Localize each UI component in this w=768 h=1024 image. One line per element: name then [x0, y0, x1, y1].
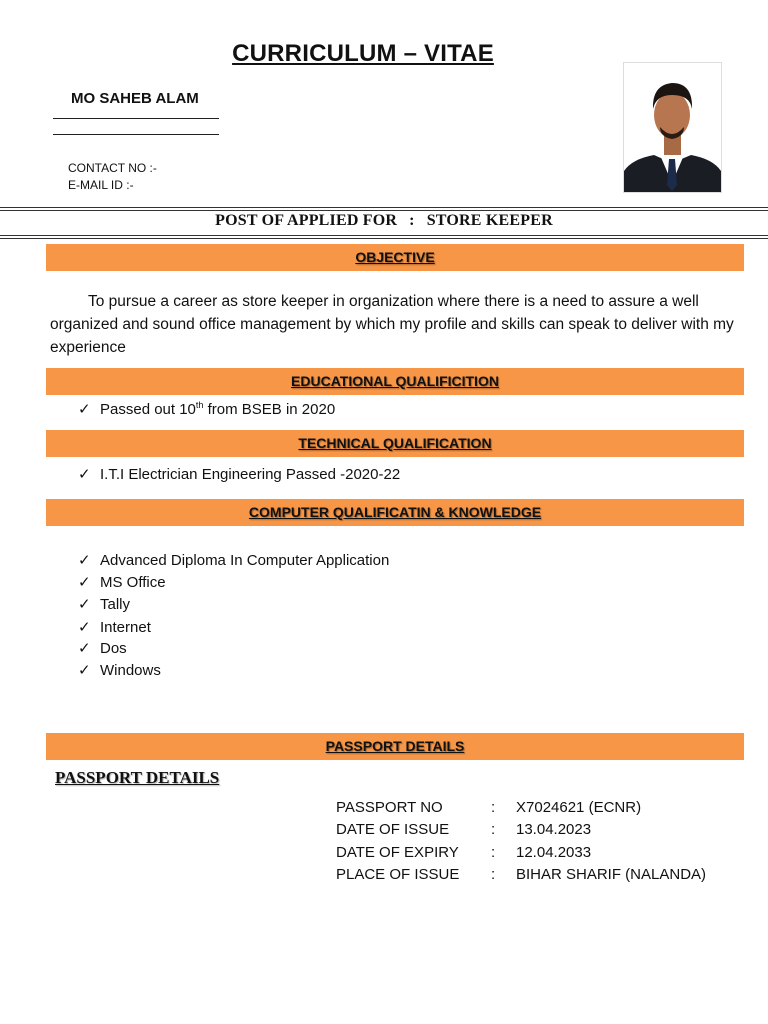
check-icon: ✓ [78, 619, 91, 636]
section-computer: COMPUTER QUALIFICATIN & KNOWLEDGE [46, 499, 744, 526]
post-applied [0, 212, 768, 230]
objective-text [50, 290, 750, 359]
passport-row [336, 866, 736, 888]
candidate-name: MO SAHEB ALAM [71, 90, 199, 107]
computer-item [78, 551, 389, 569]
passport-value: 12.04.2033 [516, 844, 592, 861]
email-label: E-MAIL ID :- [68, 178, 134, 192]
passport-value: BIHAR SHARIF (NALANDA) [516, 866, 707, 883]
section-education: EDUCATIONAL QUALIFICITION [46, 368, 744, 395]
divider-bottom [0, 235, 768, 236]
computer-item [78, 639, 127, 657]
education-item [78, 400, 335, 418]
divider-top [0, 207, 768, 208]
name-underline [53, 118, 219, 119]
check-icon: ✓ [78, 574, 91, 591]
passport-row [336, 844, 736, 866]
passport-label: PASSPORT NO [336, 799, 443, 816]
post-colon: : [409, 212, 415, 229]
profile-photo [623, 62, 722, 193]
check-icon: ✓ [78, 662, 91, 679]
section-objective: OBJECTIVE [46, 244, 744, 271]
section-technical: TECHNICAL QUALIFICATION [46, 430, 744, 457]
passport-colon: : [491, 821, 496, 838]
check-icon: ✓ [78, 466, 91, 483]
education-text-pre: Passed out 10 [100, 401, 196, 418]
passport-row [336, 821, 736, 843]
divider-top-2 [0, 210, 768, 211]
passport-row [336, 799, 736, 821]
computer-text: Advanced Diploma In Computer Application [100, 552, 390, 569]
objective-body: To pursue a career as store keeper in organization where there is a need to assure a well organized and sound office management by which my profile and skills can speak to deliver with my experience [50, 293, 734, 356]
post-value: STORE KEEPER [426, 212, 553, 229]
computer-item [78, 661, 161, 679]
computer-text: MS Office [100, 574, 166, 591]
computer-text: Windows [100, 662, 161, 679]
check-icon: ✓ [78, 401, 91, 418]
passport-colon: : [491, 799, 496, 816]
computer-text: Dos [100, 640, 127, 657]
passport-label: PLACE OF ISSUE [336, 866, 460, 883]
passport-colon: : [491, 866, 496, 883]
technical-text: I.T.I Electrician Engineering Passed -2020-22 [100, 466, 401, 483]
education-text-sup: th [195, 400, 204, 410]
divider-bottom-2 [0, 238, 768, 239]
check-icon: ✓ [78, 552, 91, 569]
passport-value: X7024621 (ECNR) [516, 799, 642, 816]
passport-subheading: PASSPORT DETAILS [55, 768, 220, 787]
technical-item [78, 465, 400, 483]
blank-line [53, 134, 219, 135]
passport-label: DATE OF EXPIRY [336, 844, 459, 861]
computer-item [78, 573, 166, 591]
passport-colon: : [491, 844, 496, 861]
education-text-post: from BSEB in 2020 [203, 401, 336, 418]
check-icon: ✓ [78, 596, 91, 613]
section-passport: PASSPORT DETAILS [46, 733, 744, 760]
computer-text: Internet [100, 619, 151, 636]
post-label: POST OF APPLIED FOR [215, 212, 398, 229]
passport-value: 13.04.2023 [516, 821, 592, 838]
computer-item [78, 595, 130, 613]
computer-text: Tally [100, 596, 131, 613]
computer-item [78, 618, 151, 636]
check-icon: ✓ [78, 640, 91, 657]
page-title: CURRICULUM – VITAE [232, 40, 494, 67]
contact-label: CONTACT NO :- [68, 161, 157, 175]
passport-label: DATE OF ISSUE [336, 821, 450, 838]
